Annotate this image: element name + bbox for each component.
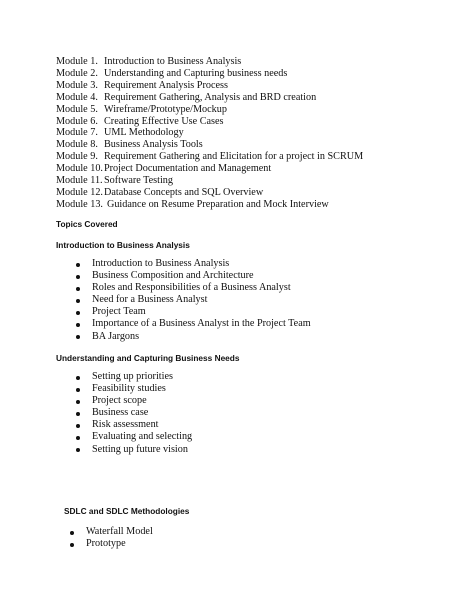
module-row [56,56,363,68]
module-row [56,104,363,116]
bullet-icon [76,263,80,267]
module-number: Module 9. [56,151,98,163]
list-item-text: Setting up priorities [92,371,173,382]
module-number: Module 7. [56,127,98,139]
bullet-icon [76,287,80,291]
bullet-icon [70,531,74,535]
module-row [56,80,363,92]
list-item [70,526,153,538]
list-item [76,395,192,407]
module-row [56,92,363,104]
list-item-text: Prototype [86,538,126,550]
list-item [76,331,311,343]
module-number: Module 3. [56,79,98,91]
list-item [76,383,192,395]
module-row [56,139,363,151]
list-item-text: Setting up future vision [92,443,188,455]
module-number: Module 2. [56,67,98,79]
module-row [56,175,363,187]
list-item-text: Evaluating and selecting [92,431,193,443]
module-list [56,56,363,211]
bullet-icon [76,275,80,279]
bullet-icon [76,436,80,440]
bullet-list-sdlc [70,526,153,550]
list-item-text: Project scope [92,395,147,407]
list-item [76,294,311,306]
module-title: Wireframe/Prototype/Mockup [104,103,227,115]
list-item-text: Need for a Business Analyst [92,294,208,306]
module-row [56,116,363,128]
bullet-icon [76,424,80,428]
module-row [56,163,363,175]
bullet-icon [76,412,80,416]
module-title: Project Documentation and Management [104,163,272,175]
module-title: Creating Effective Use Cases [104,115,224,127]
bullet-list-business-needs [76,371,192,456]
module-title: Requirement Gathering, Analysis and BRD creation [104,91,317,103]
bullet-icon [76,335,80,339]
module-row [56,187,363,199]
section-heading-intro: Introduction to Business Analysis [56,240,190,250]
list-item [76,306,311,318]
bullet-icon [76,311,80,315]
section-heading-sdlc: SDLC and SDLC Methodologies [64,506,190,516]
list-item [76,258,311,270]
module-number: Module 1. [56,56,98,67]
bullet-icon [76,299,80,303]
list-item [76,407,192,419]
module-row [56,127,363,139]
list-item [76,371,192,383]
module-number: Module 13. [56,198,103,210]
module-title: Requirement Gathering and Elicitation for a project in SCRUM [104,151,364,163]
module-title: Business Analysis Tools [104,139,203,151]
module-title: Introduction to Business Analysis [104,56,242,67]
module-number: Module 4. [56,91,98,103]
bullet-list-intro [76,258,311,343]
module-title: Understanding and Capturing business needs [104,67,288,79]
module-number: Module 12. [56,186,103,198]
module-row [56,199,363,211]
module-number: Module 11. [56,175,103,187]
module-number: Module 8. [56,139,98,151]
list-item [76,318,311,330]
list-item-text: Project Team [92,306,146,318]
list-item [76,419,192,431]
list-item-text: Importance of a Business Analyst in the Project Team [92,318,311,330]
topics-heading: Topics Covered [56,219,118,229]
list-item-text: Business Composition and Architecture [92,270,254,282]
module-number: Module 6. [56,115,98,127]
module-number: Module 5. [56,103,98,115]
module-title: Guidance on Resume Preparation and Mock Interview [106,198,329,210]
module-title: Database Concepts and SQL Overview [104,186,264,198]
list-item-text: Waterfall Model [86,526,153,537]
list-item-text: Feasibility studies [92,383,166,395]
list-item-text: Introduction to Business Analysis [92,258,230,269]
list-item [76,444,192,456]
module-row [56,68,363,80]
bullet-icon [76,388,80,392]
list-item [76,282,311,294]
bullet-icon [76,400,80,404]
list-item-text: Risk assessment [92,419,159,431]
list-item-text: Roles and Responsibilities of a Business Analyst [92,282,291,294]
list-item [76,431,192,443]
module-title: Requirement Analysis Process [104,79,228,91]
module-title: UML Methodology [104,127,184,139]
list-item [70,538,153,550]
bullet-icon [70,543,74,547]
bullet-icon [76,448,80,452]
bullet-icon [76,376,80,380]
module-number: Module 10. [56,163,103,175]
list-item-text: Business case [92,407,149,419]
list-item-text: BA Jargons [92,330,140,342]
module-row [56,151,363,163]
bullet-icon [76,323,80,327]
section-heading-business-needs: Understanding and Capturing Business Needs [56,353,240,363]
module-title: Software Testing [104,175,173,187]
list-item [76,270,311,282]
